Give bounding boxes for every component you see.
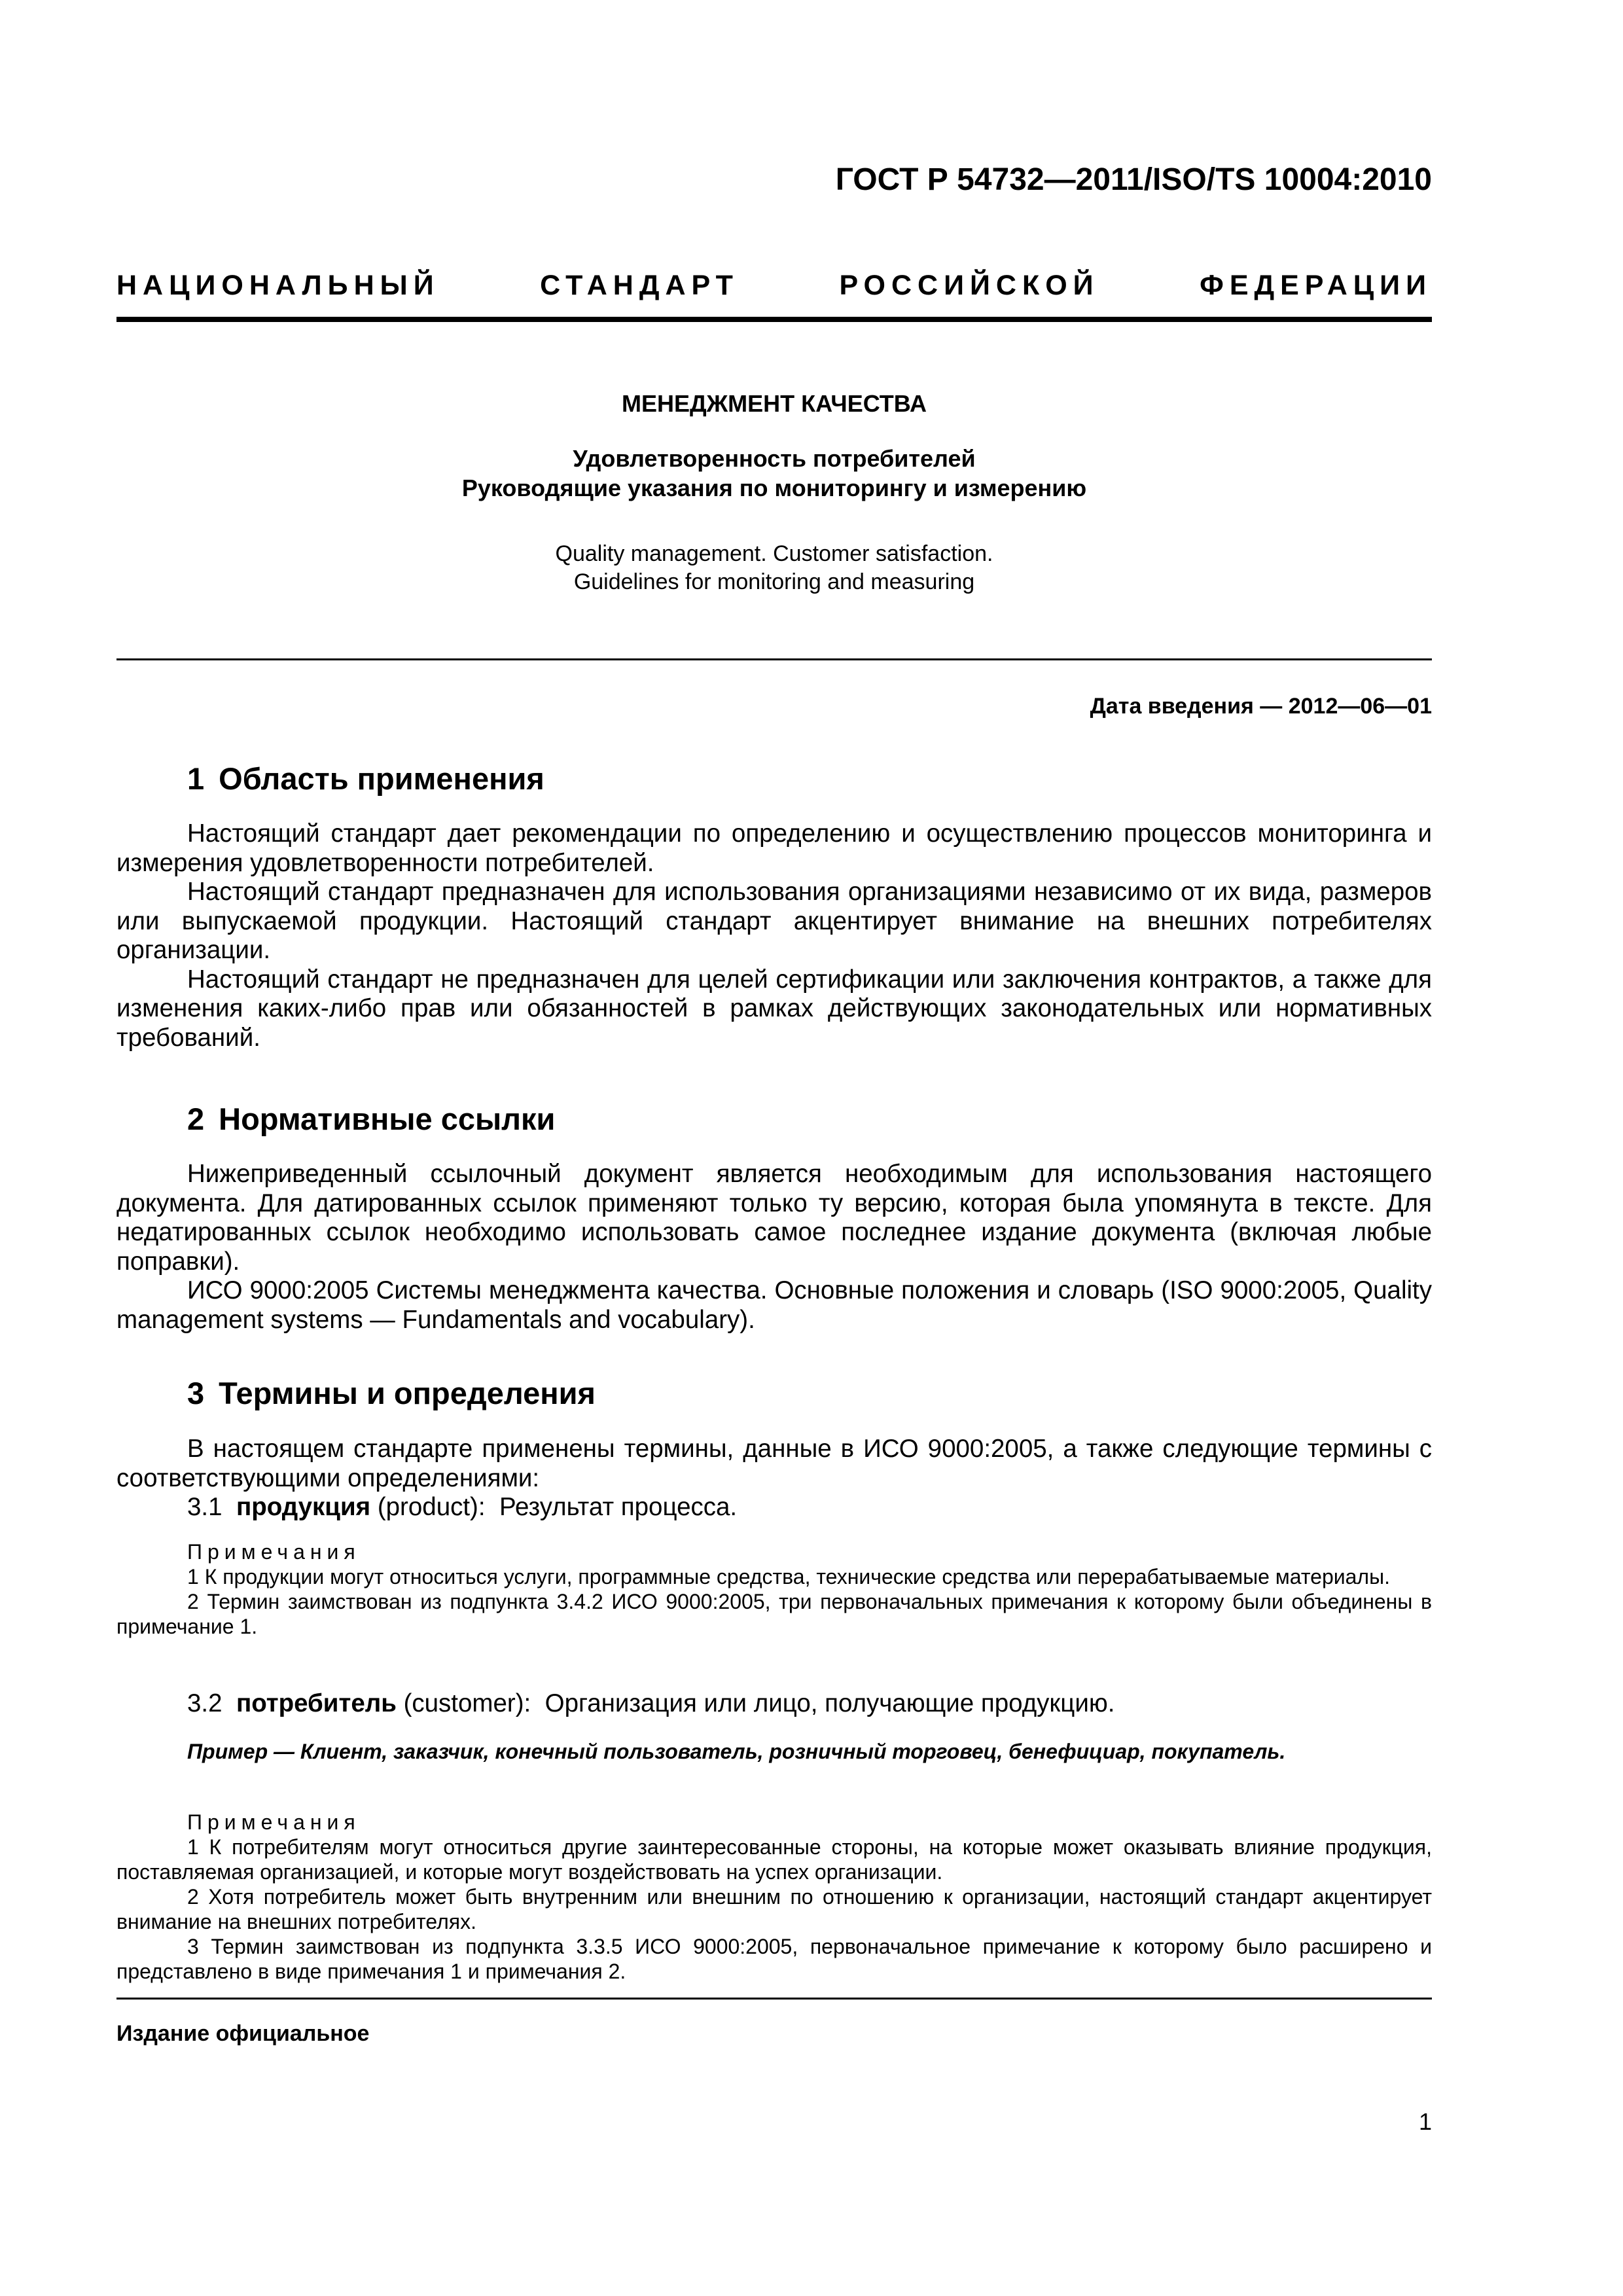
title-rule (116, 658, 1432, 660)
header-rule (116, 317, 1432, 322)
document-title: МЕНЕДЖМЕНТ КАЧЕСТВА (621, 390, 927, 417)
section-1 (116, 761, 1432, 796)
section-number: 3 (187, 1376, 205, 1410)
national-standard-banner: НАЦИОНАЛЬНЫЙ СТАНДАРТ РОССИЙСКОЙ ФЕДЕРАЦИИ (116, 270, 1432, 301)
section-title: Термины и определения (219, 1376, 596, 1410)
section-number: 2 (187, 1102, 205, 1136)
term-definition (116, 1493, 1432, 1522)
notes-title: Примечания (187, 1810, 361, 1834)
notes-title: Примечания (187, 1540, 361, 1564)
english-title-line: Quality management. Customer satisfaction. (555, 541, 993, 566)
section-heading (187, 1376, 1432, 1410)
note: 1 К потребителям могут относиться другие заинтересованные стороны, на которые может оказывать влияние продукция, поставляемая организацией, и которые могут воздействовать на успех организации. (116, 1835, 1432, 1884)
paragraph: Настоящий стандарт дает рекомендации по определению и осуществлению процессов мониторинга и измерения удовлетворенности потребителей. (116, 819, 1432, 877)
paragraph: Настоящий стандарт не предназначен для целей сертификации или заключения контрактов, а также для изменения каких-либо прав или обязанностей в рамках действующих законодательных или нормативных требований. (116, 965, 1432, 1052)
term-english: (customer): (403, 1689, 531, 1717)
page-number: 1 (1418, 2108, 1432, 2135)
subtitle-line: Руководящие указания по мониторингу и измерению (461, 475, 1087, 501)
definition: Организация или лицо, получающие продукцию. (544, 1689, 1115, 1717)
note: 3 Термин заимствован из подпункта 3.3.5 ИСО 9000:2005, первоначальное примечание к которому было расширено и представлено в виде примечания 1 и примечания 2. (116, 1935, 1432, 1983)
term: продукция (236, 1493, 371, 1521)
paragraph: Настоящий стандарт предназначен для использования организациями независимо от их вида, размеров или выпускаемой продукции. Настоящий стандарт акцентирует внимание на внешних потребителях организации. (116, 878, 1432, 964)
document-subtitle (116, 444, 1432, 503)
section-1-body (116, 819, 1432, 1052)
section-title: Нормативные ссылки (219, 1102, 556, 1136)
note: 2 Термин заимствован из подпункта 3.4.2 ИСО 9000:2005, три первоначальных примечания к которому были объединены в примечание 1. (116, 1590, 1432, 1638)
section-heading (187, 761, 1432, 796)
note: 2 Хотя потребитель может быть внутренним или внешним по отношению к организации, настоящий стандарт акцентирует внимание на внешних потребителях. (116, 1885, 1432, 1933)
example-block (116, 1739, 1432, 1764)
paragraph: В настоящем стандарте применены термины, данные в ИСО 9000:2005, а также следующие термины с соответствующими определениями: (116, 1435, 1432, 1492)
section-3-body (116, 1435, 1432, 1522)
edition-label: Издание официальное (116, 2021, 370, 2046)
paragraph: Нижеприведенный ссылочный документ является необходимым для использования настоящего документа. Для датированных ссылок применяют только ту версию, которая была упомянута в тексте. Для недатированных ссылок необходимо использовать самое последнее издание документа (включая любые поправки). (116, 1160, 1432, 1276)
section-3 (116, 1376, 1432, 1410)
section-number: 1 (187, 761, 205, 796)
term-number: 3.1 (187, 1493, 223, 1521)
example: Пример — Клиент, заказчик, конечный пользователь, розничный торговец, бенефициар, покупатель. (187, 1740, 1286, 1763)
term-number: 3.2 (187, 1689, 223, 1717)
notes-block (116, 1539, 1432, 1639)
term-english: (product): (377, 1493, 486, 1521)
term: потребитель (236, 1689, 397, 1717)
footer-rule (116, 1998, 1432, 2000)
section-2-body (116, 1160, 1432, 1335)
paragraph: ИСО 9000:2005 Системы менеджмента качества. Основные положения и словарь (ISO 9000:2005, Quality management systems — Fundamentals and vocabulary). (116, 1276, 1432, 1334)
intro-date: Дата введения — 2012—06—01 (1090, 694, 1432, 719)
document-code: ГОСТ Р 54732—2011/ISO/TS 10004:2010 (835, 162, 1432, 197)
subtitle-line: Удовлетворенность потребителей (573, 445, 976, 472)
english-title (116, 540, 1432, 596)
section-title: Область применения (219, 761, 544, 796)
term-definition-block (116, 1689, 1432, 1719)
term-definition (116, 1689, 1432, 1719)
notes-block (116, 1810, 1432, 1984)
section-heading (187, 1102, 1432, 1136)
section-2 (116, 1102, 1432, 1136)
definition: Результат процесса. (499, 1493, 738, 1521)
english-title-line: Guidelines for monitoring and measuring (573, 569, 975, 594)
note: 1 К продукции могут относиться услуги, программные средства, технические средства или перерабатываемые материалы. (187, 1565, 1390, 1588)
